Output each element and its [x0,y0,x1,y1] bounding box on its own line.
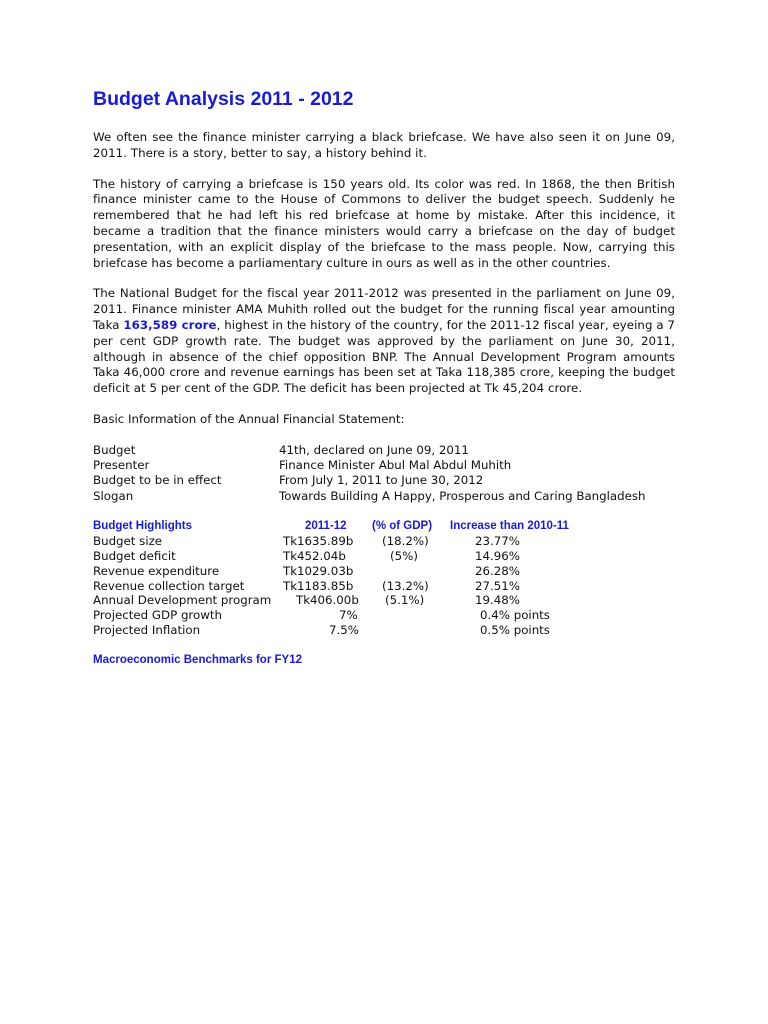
highlights-header-row [93,519,675,534]
table-row [93,549,675,564]
info-value: From July 1, 2011 to June 30, 2012 [279,473,484,488]
row-value: 7.5% [329,623,359,638]
paragraph-briefcase-history: The history of carrying a briefcase is 150 years old. Its color was red. In 1868, the then British finance minister came to the House of Commons to deliver the budget speech. Suddenly he remembered that he had left his red briefcase at home by mistake. After this incidence, it became a tradition that the finance ministers would carry a briefcase on the day of budget presentation, with an explicit display of the briefcase to the mass people. Now, carrying this briefcase has become a parliamentary culture in ours as well as in the other countries. [93,176,675,270]
row-label: Annual Development program [93,593,272,608]
document-page [93,86,675,668]
row-value: Tk1183.85b [283,578,354,593]
info-row [93,443,675,458]
row-value: Tk452.04b [283,548,346,563]
macro-benchmarks-heading: Macroeconomic Benchmarks for FY12 [93,654,302,667]
budget-amount-highlight: 163,589 crore [123,317,217,332]
info-row [93,473,675,488]
info-row [93,458,675,473]
info-value: Towards Building A Happy, Prosperous and Caring Bangladesh [279,488,646,503]
page-title: Budget Analysis 2011 - 2012 [93,88,354,110]
row-increase: 27.51% [475,578,520,593]
row-increase: 23.77% [475,533,520,548]
table-row [93,534,675,549]
row-label: Budget deficit [93,548,176,563]
info-value: 41th, declared on June 09, 2011 [279,442,469,457]
row-value: Tk406.00b [296,593,359,608]
row-gdp: (13.2%) [382,578,429,593]
table-row [93,579,675,594]
table-row [93,608,675,623]
paragraph-text-before: The National Budget for the fiscal year 2011-2012 was presented in the parliament on June 09, 2011. Finance minister AMA Muhith rolled out the budget for the running fiscal year amounting Taka [93,286,675,332]
info-value: Finance Minister Abul Mal Abdul Muhith [279,458,512,473]
highlights-header-label: Budget Highlights [93,519,193,532]
paragraph-national-budget [93,286,675,397]
row-gdp: (5.1%) [385,593,425,608]
budget-highlights-table [93,519,675,638]
basic-info-heading: Basic Information of the Annual Financial Statement: [93,411,405,426]
paragraph-briefcase-intro: We often see the finance minister carrying a black briefcase. We have also seen it on June 09, 2011. There is a story, better to say, a history behind it. [93,130,675,160]
info-row [93,489,675,504]
row-increase: 0.5% points [480,623,550,638]
row-value: Tk1635.89b [283,533,354,548]
row-gdp: (5%) [390,548,418,563]
row-label: Projected GDP growth [93,608,222,623]
table-row [93,564,675,579]
info-label: Budget to be in effect [93,473,222,488]
row-value: Tk1029.03b [283,563,354,578]
info-label: Presenter [93,458,150,473]
highlights-header-gdp: (% of GDP) [372,519,433,532]
row-label: Projected Inflation [93,623,201,638]
table-row [93,623,675,638]
row-value: 7% [339,608,358,623]
info-label: Budget [93,442,136,457]
row-increase: 0.4% points [480,608,550,623]
info-label: Slogan [93,488,134,503]
row-gdp: (18.2%) [382,533,429,548]
highlights-header-increase: Increase than 2010-11 [450,519,569,532]
row-label: Revenue collection target [93,578,245,593]
highlights-header-year: 2011-12 [305,519,347,532]
row-increase: 19.48% [475,593,520,608]
row-label: Revenue expenditure [93,563,220,578]
row-increase: 14.96% [475,548,520,563]
table-row [93,593,675,608]
row-increase: 26.28% [475,563,520,578]
paragraph-text-after: , highest in the history of the country, for the 2011-12 fiscal year, eyeing a 7 per cent GDP growth rate. The budget was approved by the parliament on June 30, 2011, although in absence of the chief opposition BNP. The Annual Development Program amounts Taka 46,000 crore and revenue earnings has been set at Taka 118,385 crore, keeping the budget deficit at 5 per cent of the GDP. The deficit has been projected at Tk 45,204 crore. [93,317,675,396]
basic-info-table [93,443,675,504]
row-label: Budget size [93,533,163,548]
